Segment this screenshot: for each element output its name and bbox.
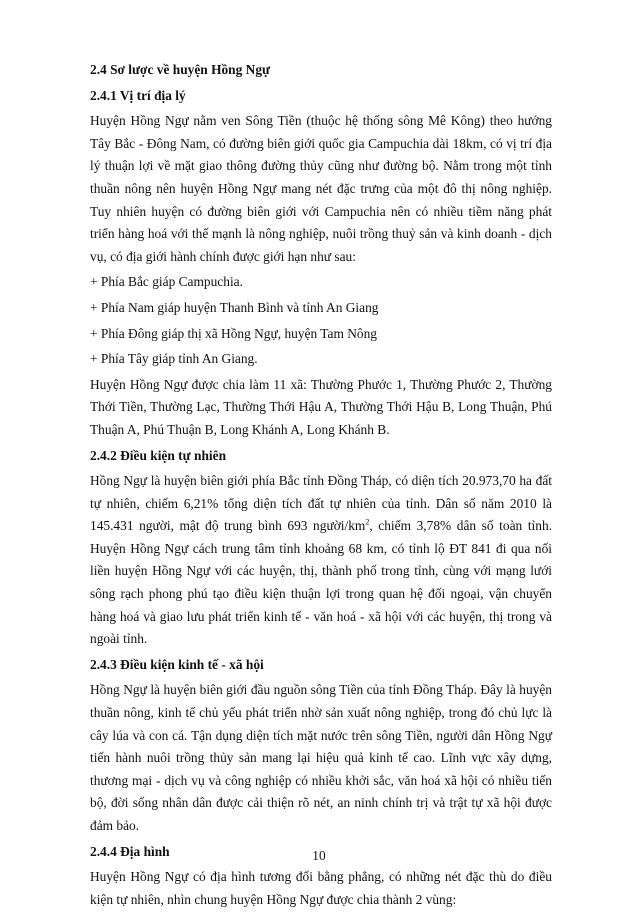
border-item-north: + Phía Bắc giáp Campuchia. [90,274,243,290]
subsection-heading-socioeconomic: 2.4.3 Điều kiện kinh tế - xã hội [90,656,264,672]
subsection-heading-location: 2.4.1 Vị trí địa lý [90,87,186,103]
terrain-paragraph: Huyện Hồng Ngự có địa hình tương đối bằng phẳng, có những nét đặc thù do điều kiện tự nhiên, nhìn chung huyện Hồng Ngự được chia thành 2 vùng: [90,869,552,907]
page-content [90,59,552,914]
subsection-heading-terrain: 2.4.4 Địa hình [90,843,170,859]
communes-paragraph: Huyện Hồng Ngự được chia làm 11 xã: Thường Phước 1, Thường Phước 2, Thường Thới Tiền, Thường Lạc, Thường Thới Hậu A, Thường Thới Hậu B, Long Thuận, Phú Thuận A, Phú Thuận B, Long Khánh A, Long Khánh B. [90,376,552,437]
page-number: 10 [312,848,326,863]
border-item-south: + Phía Nam giáp huyện Thanh Bình và tỉnh An Giang [90,299,379,315]
superscript-km2: 2 [365,517,370,527]
natural-conditions-text-part1: Hồng Ngự là huyện biên giới phía Bắc tỉnh Đồng Tháp, có diện tích 20.973,70 ha đất tự nhiên, chiếm 6,21% tổng diện tích đất tự nhiên của tỉnh. Dân số năm 2010 là 145.431 người, mật độ trung bình 693 người/km [90,473,552,534]
location-paragraph: Huyện Hồng Ngự nằm ven Sông Tiền (thuộc hệ thống sông Mê Kông) theo hướng Tây Bắc - Đông Nam, có đường biên giới quốc gia Campuchia dài 18km, có vị trí địa lý thuận lợi về mặt giao thông đường thủy cũng như đường bộ. Nằm trong một tỉnh thuần nông nên huyện Hồng Ngự mang nét đặc trưng của một đô thị nông nghiệp. Tuy nhiên huyện có đường biên giới với Campuchia nên có nhiều tiềm năng phát triển hàng hoá với thế mạnh là nông nghiệp, nuôi trồng thuỷ sản và kinh doanh - dịch vụ, có địa giới hành chính được giới hạn như sau: [90,113,552,264]
natural-conditions-paragraph [90,470,552,651]
section-heading: 2.4 Sơ lược về huyện Hồng Ngự [90,62,271,77]
socioeconomic-paragraph: Hồng Ngự là huyện biên giới đầu nguồn sông Tiền của tỉnh Đồng Tháp. Đây là huyện thuần nông, kinh tế chủ yếu phát triển nhờ sản xuất nông nghiệp, trong đó chủ lực là cây lúa và con cá. Tận dụng diện tích mặt nước trên sông Tiền, người dân Hồng Ngự tiến hành nuôi trồng thủy sản mang lại hiệu quả kinh tế cao. Lĩnh vực xây dựng, thương mại - dịch vụ và công nghiệp có nhiều khởi sắc, văn hoá xã hội có nhiều tiến bộ, đời sống nhân dân được cải thiện rõ nét, an ninh chính trị và trật tự xã hội được đảm bảo. [90,682,552,833]
border-item-west: + Phía Tây giáp tỉnh An Giang. [90,351,258,367]
border-item-east: + Phía Đông giáp thị xã Hồng Ngự, huyện Tam Nông [90,325,377,341]
natural-conditions-text-part2: , chiếm 3,78% dân số toàn tỉnh. Huyện Hồng Ngự cách trung tâm tỉnh khoảng 68 km, có tỉnh lộ ĐT 841 đi qua nối liền huyện Hồng Ngự với các huyện, thị, thành phố trong tỉnh, cùng với mạng lưới sông rạch phong phú tạo điều kiện thuận lợi trong quan hệ đối ngoại, vận chuyển hàng hoá và giao lưu phát triển kinh tế - văn hoá - xã hội với các huyện, thị trong và ngoài tỉnh. [90,518,552,647]
subsection-heading-natural-conditions: 2.4.2 Điều kiện tự nhiên [90,447,227,463]
